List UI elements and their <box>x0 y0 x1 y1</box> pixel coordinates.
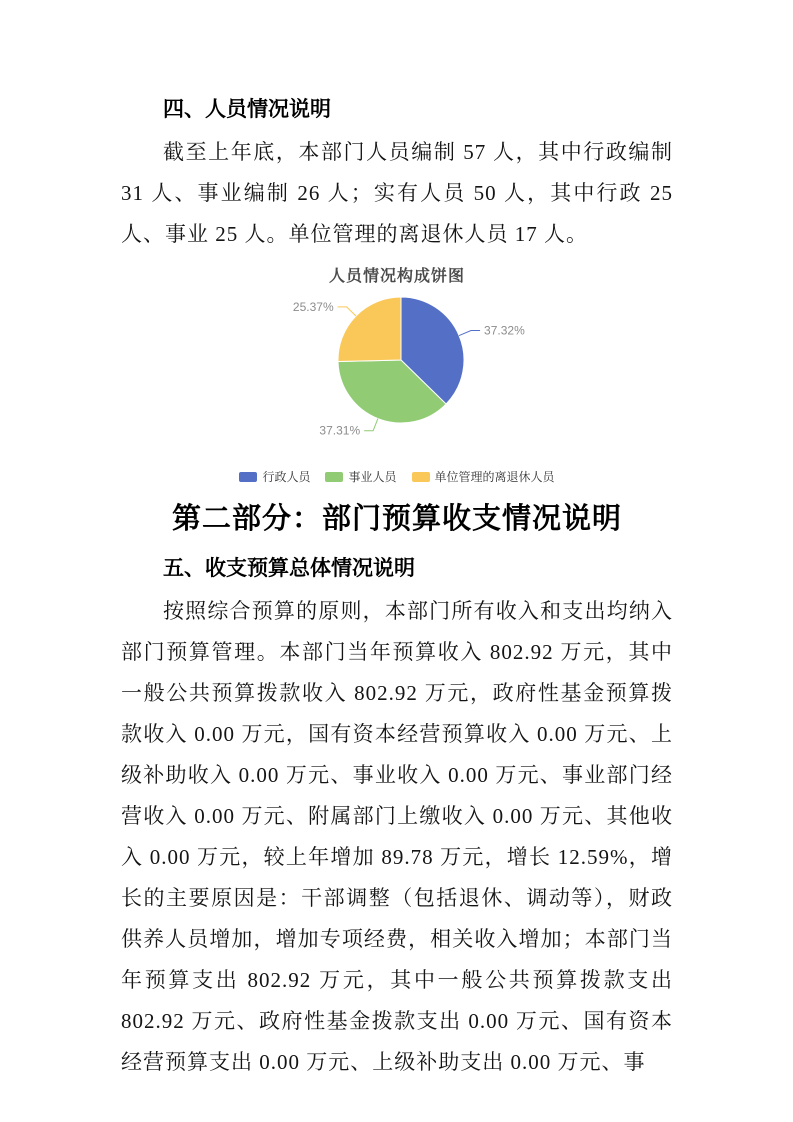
legend-label: 事业人员 <box>348 470 397 484</box>
legend-swatch-icon <box>325 472 343 482</box>
section4-heading: 四、人员情况说明 <box>163 98 331 121</box>
legend-swatch-icon <box>239 472 257 482</box>
legend-swatch-icon <box>412 472 430 482</box>
chart-title: 人员情况构成饼图 <box>328 268 465 285</box>
pie-label-line-0 <box>459 331 480 336</box>
personnel-pie-chart <box>121 263 673 485</box>
legend-item-0 <box>239 468 310 485</box>
chart-legend <box>121 468 673 485</box>
pie-label-line-2 <box>338 307 356 316</box>
section4-paragraph: 截至上年底，本部门人员编制 57 人，其中行政编制 31 人、事业编制 26 人；实有人员 50 人，其中行政 25 人、事业 25 人。单位管理的离退休人员 17 人。 <box>121 140 673 246</box>
pie-value-label-2: 25.37% <box>292 299 334 314</box>
pie-value-label-1: 37.31% <box>319 423 361 438</box>
pie-label-line-1 <box>364 419 378 431</box>
legend-label: 单位管理的离退休人员 <box>434 470 555 484</box>
pie-chart-svg <box>121 292 681 452</box>
legend-label: 行政人员 <box>262 470 311 484</box>
section5-paragraph: 按照综合预算的原则，本部门所有收入和支出均纳入部门预算管理。本部门当年预算收入 802.92 万元，其中一般公共预算拨款收入 802.92 万元，政府性基金预算拨款收入 0.00 万元，国有资本经营预算收入 0.00 万元、上级补助收入 0.00 万元、事业收入 0.00 万元、事业部门经营收入 0.00 万元、附属部门上缴收入 0.00 万元、其他收入 0.00 万元，较上年增加 89.78 万元，增长 12.59%，增长的主要原因是：干部调整（包括退休、调动等），财政供养人员增加，增加专项经费，相关收入增加；本部门当年预算支出 802.92 万元，其中一般公共预算拨款支出 802.92 万元、政府性基金拨款支出 0.00 万元、国有资本经营预算支出 0.00 万元、上级补助支出 0.00 万元、事 <box>121 599 673 1074</box>
part2-title: 第二部分：部门预算收支情况说明 <box>171 503 622 535</box>
legend-item-1 <box>325 468 396 485</box>
section5-heading: 五、收支预算总体情况说明 <box>163 557 415 580</box>
pie-value-label-0: 37.32% <box>484 323 525 338</box>
pie-slice-2 <box>338 297 401 361</box>
legend-item-2 <box>412 468 555 485</box>
